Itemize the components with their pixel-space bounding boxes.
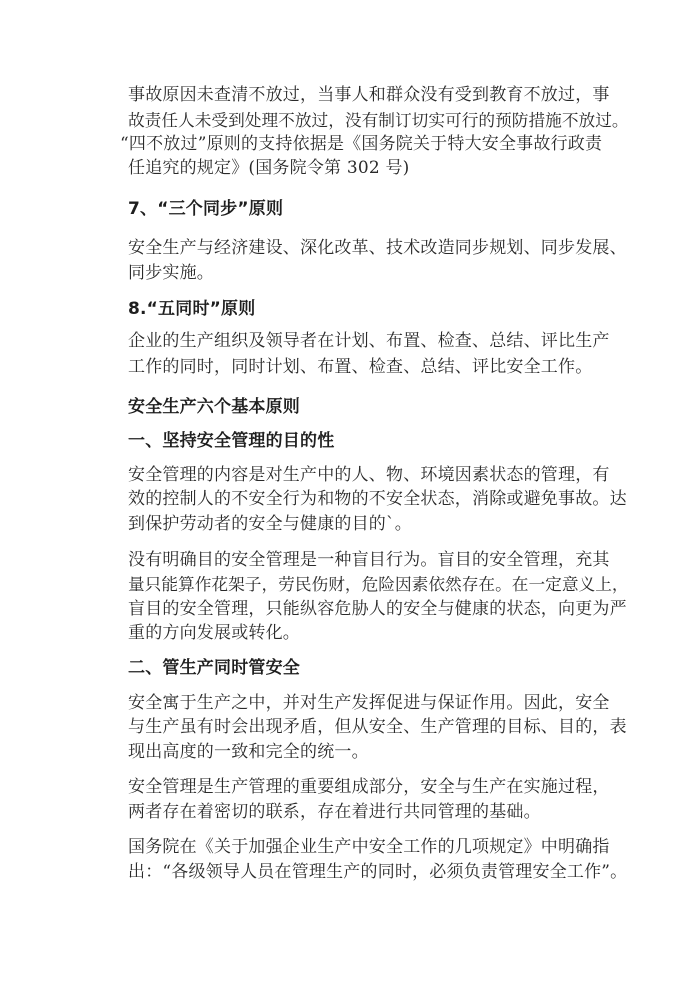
section-heading: 7、“三个同步”原则: [128, 199, 284, 219]
text-line: 到保护劳动者的安全与健康的目的`。: [128, 514, 412, 534]
text-line: 安全寓于生产之中，并对生产发挥促进与保证作用。因此，安全: [128, 693, 610, 713]
text-line: 安全管理的内容是对生产中的人、物、环境因素状态的管理，有: [128, 465, 610, 485]
text-line: 量只能算作花架子，劳民伤财，危险因素依然存在。在一定意义上，: [128, 574, 629, 594]
text-line: 安全管理是生产管理的重要组成部分，安全与生产在实施过程，: [128, 777, 610, 797]
text-line: 现出高度的一致和完全的统一。: [128, 742, 369, 762]
text-line: 与生产虽有时会出现矛盾，但从安全、生产管理的目标、目的，表: [128, 717, 627, 737]
text-line: 重的方向发展或转化。: [128, 623, 300, 643]
text-line: 故责任人未受到处理不放过，没有制订切实可行的预防措施不放过。: [128, 110, 629, 130]
text-line: 出：“各级领导人员在管理生产的同时，必须负责管理安全工作”。: [128, 862, 628, 882]
text-line: 事故原因未查清不放过，当事人和群众没有受到教育不放过，事: [128, 85, 610, 105]
text-line: 两者存在着密切的联系，存在着进行共同管理的基础。: [128, 802, 541, 822]
section-heading: 安全生产六个基本原则: [128, 397, 300, 417]
text-line: 效的控制人的不安全行为和物的不安全状态，消除或避免事故。达: [128, 489, 627, 509]
text-line: 工作的同时，同时计划、布置、检查、总结、评比安全工作。: [128, 357, 593, 377]
text-line: 任追究的规定》(国务院令第 302 号): [128, 158, 410, 178]
text-line: 国务院在《关于加强企业生产中安全工作的几项规定》中明确指: [128, 837, 610, 857]
section-heading: 二、管生产同时管安全: [128, 658, 300, 678]
text-line: 没有明确目的安全管理是一种盲目行为。盲目的安全管理，充其: [128, 550, 610, 570]
section-heading: 8.“五同时”原则: [128, 299, 256, 319]
text-line: 企业的生产组织及领导者在计划、布置、检查、总结、评比生产: [128, 331, 610, 351]
section-heading: 一、坚持安全管理的目的性: [128, 431, 335, 451]
text-line: 安全生产与经济建设、深化改革、技术改造同步规划、同步发展、: [128, 238, 627, 258]
text-line: “四不放过”原则的支持依据是《国务院关于特大安全事故行政责: [120, 134, 603, 154]
text-line: 盲目的安全管理，只能纵容危胁人的安全与健康的状态，向更为严: [128, 599, 627, 619]
text-line: 同步实施。: [128, 263, 214, 283]
